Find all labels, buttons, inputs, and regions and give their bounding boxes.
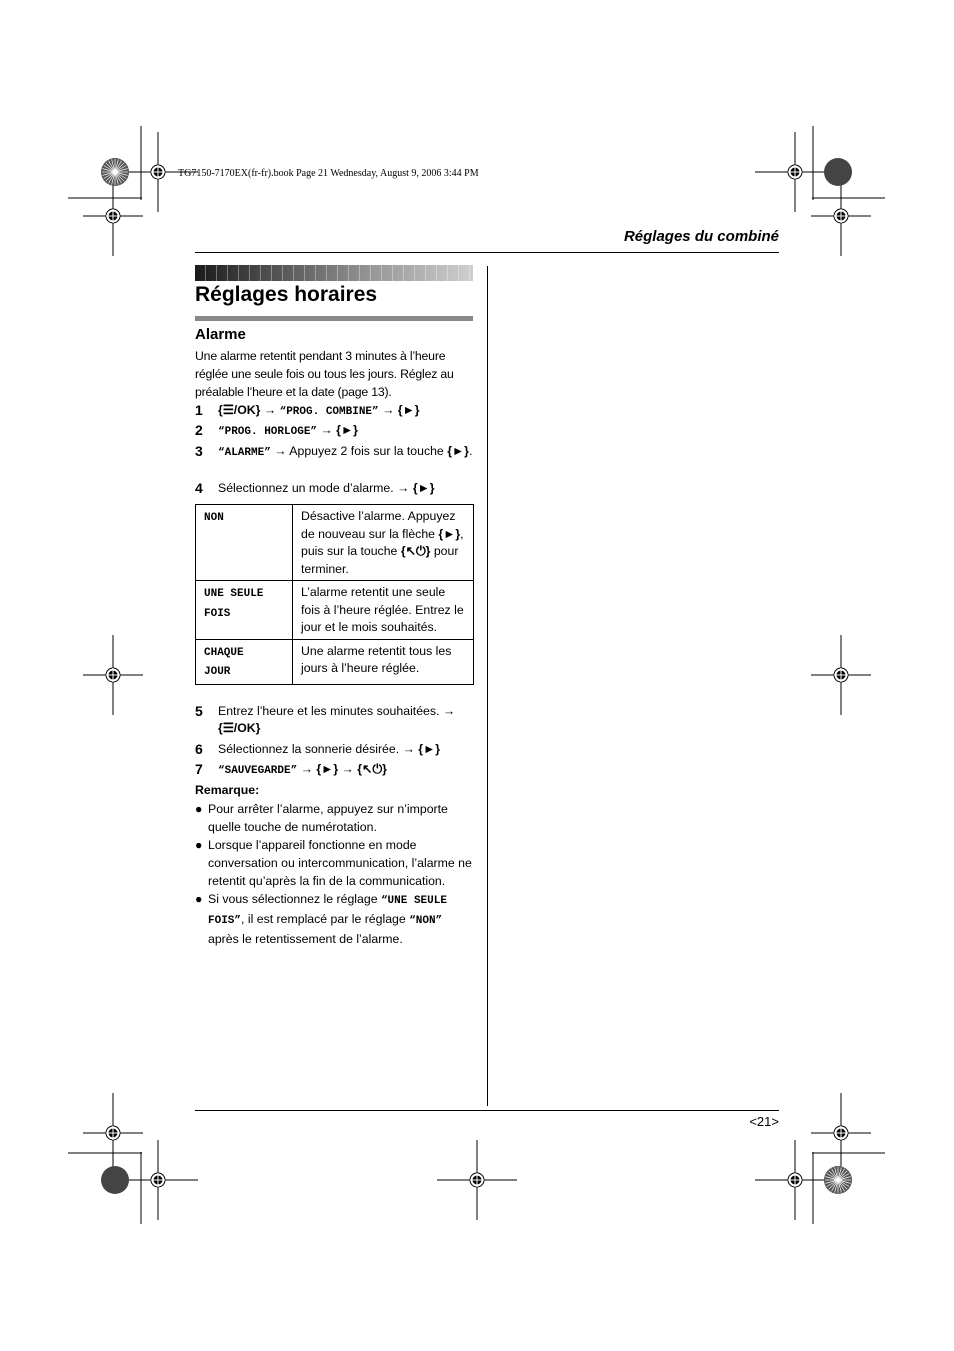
arrow-icon: → [341,762,354,776]
running-head: Réglages du combiné [623,228,779,245]
lcd-text: “SAUVEGARDE” [218,765,298,777]
description-text: , puis sur la touche [301,526,464,558]
step-number: 1 [195,402,203,418]
right-key: {►} [418,742,441,756]
right-key: {►} [438,526,461,541]
step-number: 7 [195,761,203,777]
step-number: 6 [195,741,203,757]
mode-name: JOUR [204,666,231,678]
mode-name: NON [204,512,224,524]
remark-text: Pour arrêter l’alarme, appuyez sur n’importe quelle touche de numérotation. [208,802,448,834]
arrow-icon: → [382,403,395,417]
table-row [196,639,474,684]
step-body [218,480,475,497]
footer-rule [195,1110,779,1111]
mode-name: FOIS [204,607,231,620]
step-number: 2 [195,422,203,438]
remark-text [208,890,476,948]
description-text: Désactive l’alarme. Appuyez de nouveau sur la flèche [301,509,456,541]
step-body [218,703,475,737]
column-divider [487,266,488,1106]
step-number: 4 [195,480,203,496]
arrow-icon: → [397,481,410,495]
mode-name: CHAQUE [204,646,244,659]
step-text: Sélectionnez un mode d’alarme. [218,481,394,495]
lcd-text: “UNE SEULE FOIS” [208,895,447,927]
remark-text-part: , il est remplacé par le réglage [241,912,410,926]
subsection-title: Alarme [195,326,246,343]
title-underbar [195,316,473,321]
lcd-text: “PROG. HORLOGE” [218,426,318,438]
arrow-icon: → [300,762,313,776]
lcd-text: “ALARME” [218,447,271,459]
bullet-icon: ● [195,892,203,906]
step-body [218,443,475,462]
remark-text: Lorsque l’appareil fonctionne en mode conversation ou intercommunication, l’alarme ne retentit qu’après la fin de la communication. [208,838,472,888]
arrow-icon: → [320,423,333,437]
table-row [196,505,474,581]
bullet-icon: ● [195,802,203,816]
description-text: pour terminer. [301,544,459,576]
arrow-icon: → [263,403,277,417]
right-key: {►} [412,481,435,495]
print-slug: TG7150-7170EX(fr-fr).book Page 21 Wednesday, August 9, 2006 3:44 PM [178,168,479,179]
lcd-text: “PROG. COMBINE” [279,406,379,418]
menu-ok-key: {☰/OK} [218,403,261,417]
section-title: Réglages horaires [195,283,378,306]
off-key: {↖⏻} [357,762,387,776]
remark-text-part: après le retentissement de l’alarme. [208,932,403,946]
arrow-icon: → [274,444,287,458]
right-key: {►} [447,444,469,458]
page-number: <21> [749,1114,779,1129]
step-end: . [468,444,473,458]
right-key: {►} [336,423,358,437]
mode-description: L’alarme retentit une seule fois à l’heure réglée. Entrez le jour et le mois souhaités. [293,581,474,640]
step-body [218,741,475,758]
section-gradient-segments [195,265,473,281]
arrow-icon: → [402,742,415,756]
remark-title: Remarque: [195,783,260,797]
mode-cell [196,639,293,684]
step-text: Entrez l’heure et les minutes souhaitées. [218,704,440,718]
lcd-text: “NON” [409,915,443,927]
header-rule [195,252,779,253]
step-body [218,422,475,441]
bullet-icon: ● [195,838,203,852]
mode-description: Une alarme retentit tous les jours à l’heure réglée. [293,639,474,684]
step-number: 3 [195,443,203,459]
step-body [218,402,475,421]
alarm-modes-table [195,504,474,685]
step-text: Appuyez 2 fois sur la touche [289,444,444,458]
intro-paragraph: Une alarme retentit pendant 3 minutes à l’heure réglée une seule fois ou tous les jours. Réglez au préalable l’heure et la date (page 13). [195,349,454,399]
mode-cell [196,581,293,640]
mode-cell [196,505,293,581]
step-number: 5 [195,703,203,719]
arrow-icon: → [442,704,456,718]
step-text: Sélectionnez la sonnerie désirée. [218,742,400,756]
right-key: {►} [316,762,339,776]
table-row [196,581,474,640]
mode-name: UNE SEULE [204,588,264,600]
remark-text-part: Si vous sélectionnez le réglage [208,892,381,906]
step-body [218,761,475,780]
off-key: {↖⏻} [400,544,431,558]
menu-ok-key: {☰/OK} [218,721,261,735]
mode-description [293,505,474,581]
right-key: {►} [397,403,420,417]
